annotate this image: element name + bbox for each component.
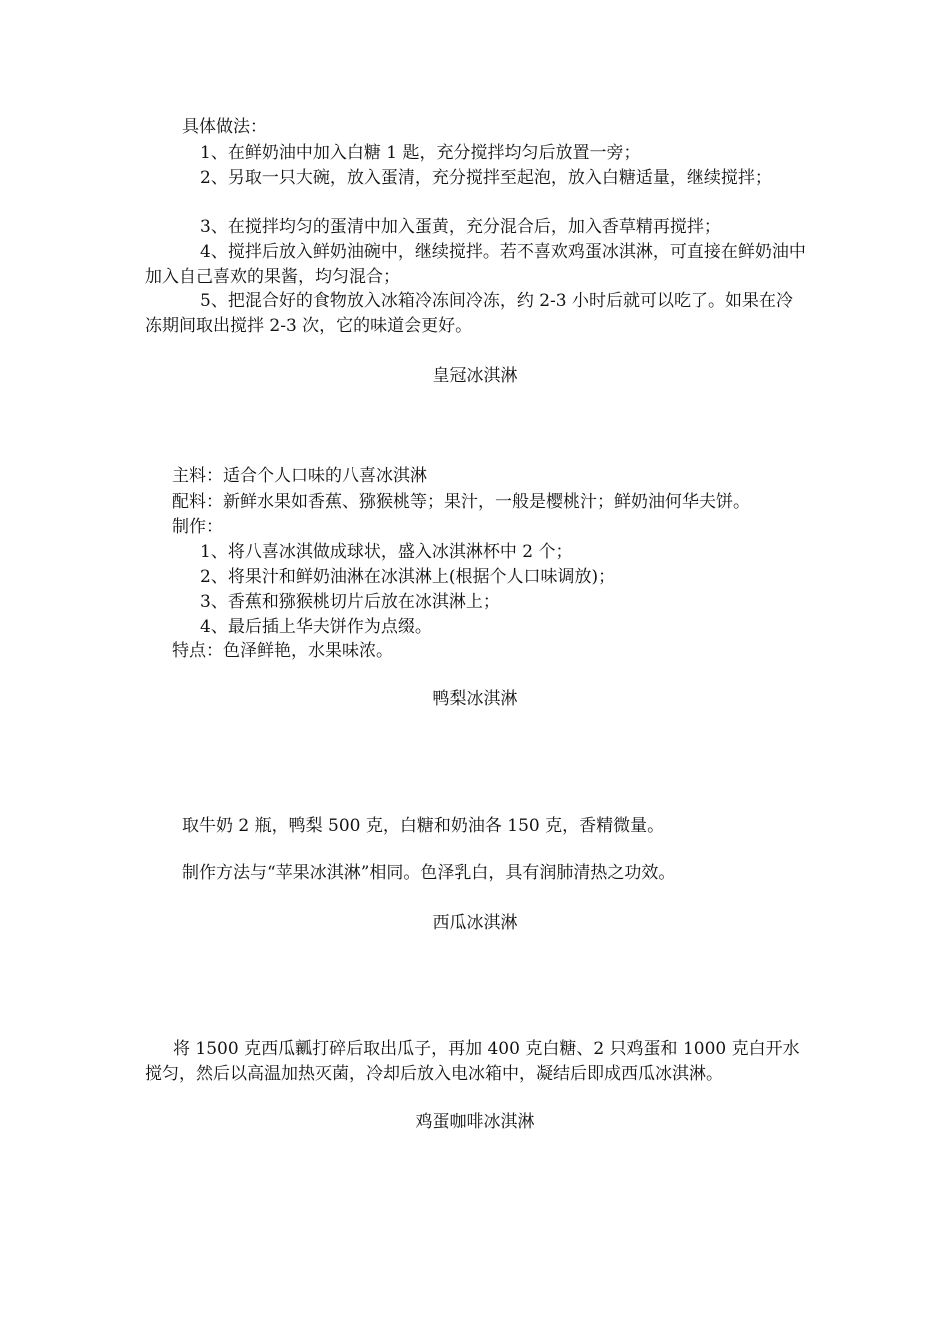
pear-method: 制作方法与“苹果冰淇淋”相同。色泽乳白，具有润肺清热之功效。 [182, 863, 676, 883]
pear-ingredients: 取牛奶 2 瓶，鸭梨 500 克，白糖和奶油各 150 克，香精微量。 [182, 816, 665, 836]
step-2: 2、另取一只大碗，放入蛋清，充分搅拌至起泡，放入白糖适量，继续搅拌； [200, 168, 772, 188]
watermelon-title: 西瓜冰淇淋 [432, 913, 518, 933]
step-4: 4、搅拌后放入鲜奶油碗中，继续搅拌。若不喜欢鸡蛋冰淇淋，可直接在鲜奶油中加入自己喜欢的果酱，均匀混合； [145, 242, 806, 287]
watermelon-text: 将 1500 克西瓜瓤打碎后取出瓜子，再加 400 克白糖、2 只鸡蛋和 1000 克白开水搅匀，然后以高温加热灭菌，冷却后放入电冰箱中，凝结后即成西瓜冰淇淋。 [145, 1039, 800, 1084]
crown-title: 皇冠冰淇淋 [432, 366, 518, 386]
crown-step-4: 4、最后插上华夫饼作为点缀。 [200, 617, 432, 637]
method-heading: 具体做法： [182, 117, 267, 137]
crown-main-ingredient: 主料：适合个人口味的八喜冰淇淋 [172, 466, 427, 486]
crown-method-label: 制作： [172, 517, 223, 537]
step-5: 5、把混合好的食物放入冰箱冷冻间冷冻，约 2-3 小时后就可以吃了。如果在冷冻期间取出搅拌 2-3 次，它的味道会更好。 [145, 291, 793, 336]
crown-sub-ingredient: 配料：新鲜水果如香蕉、猕猴桃等；果汁，一般是樱桃汁；鲜奶油何华夫饼。 [172, 492, 750, 512]
crown-step-2: 2、将果汁和鲜奶油淋在冰淇淋上(根据个人口味调放)； [200, 567, 616, 587]
crown-step-1: 1、将八喜冰淇做成球状，盛入冰淇淋杯中 2 个； [200, 542, 573, 562]
pear-title: 鸭梨冰淇淋 [432, 689, 518, 709]
crown-feature: 特点：色泽鲜艳，水果味浓。 [172, 641, 393, 661]
crown-step-3: 3、香蕉和猕猴桃切片后放在冰淇淋上； [200, 592, 500, 612]
egg-coffee-title: 鸡蛋咖啡冰淇淋 [415, 1112, 535, 1132]
step-1: 1、在鲜奶油中加入白糖 1 匙，充分搅拌均匀后放置一旁； [200, 143, 641, 163]
step-3: 3、在搅拌均匀的蛋清中加入蛋黄，充分混合后，加入香草精再搅拌； [200, 217, 721, 237]
